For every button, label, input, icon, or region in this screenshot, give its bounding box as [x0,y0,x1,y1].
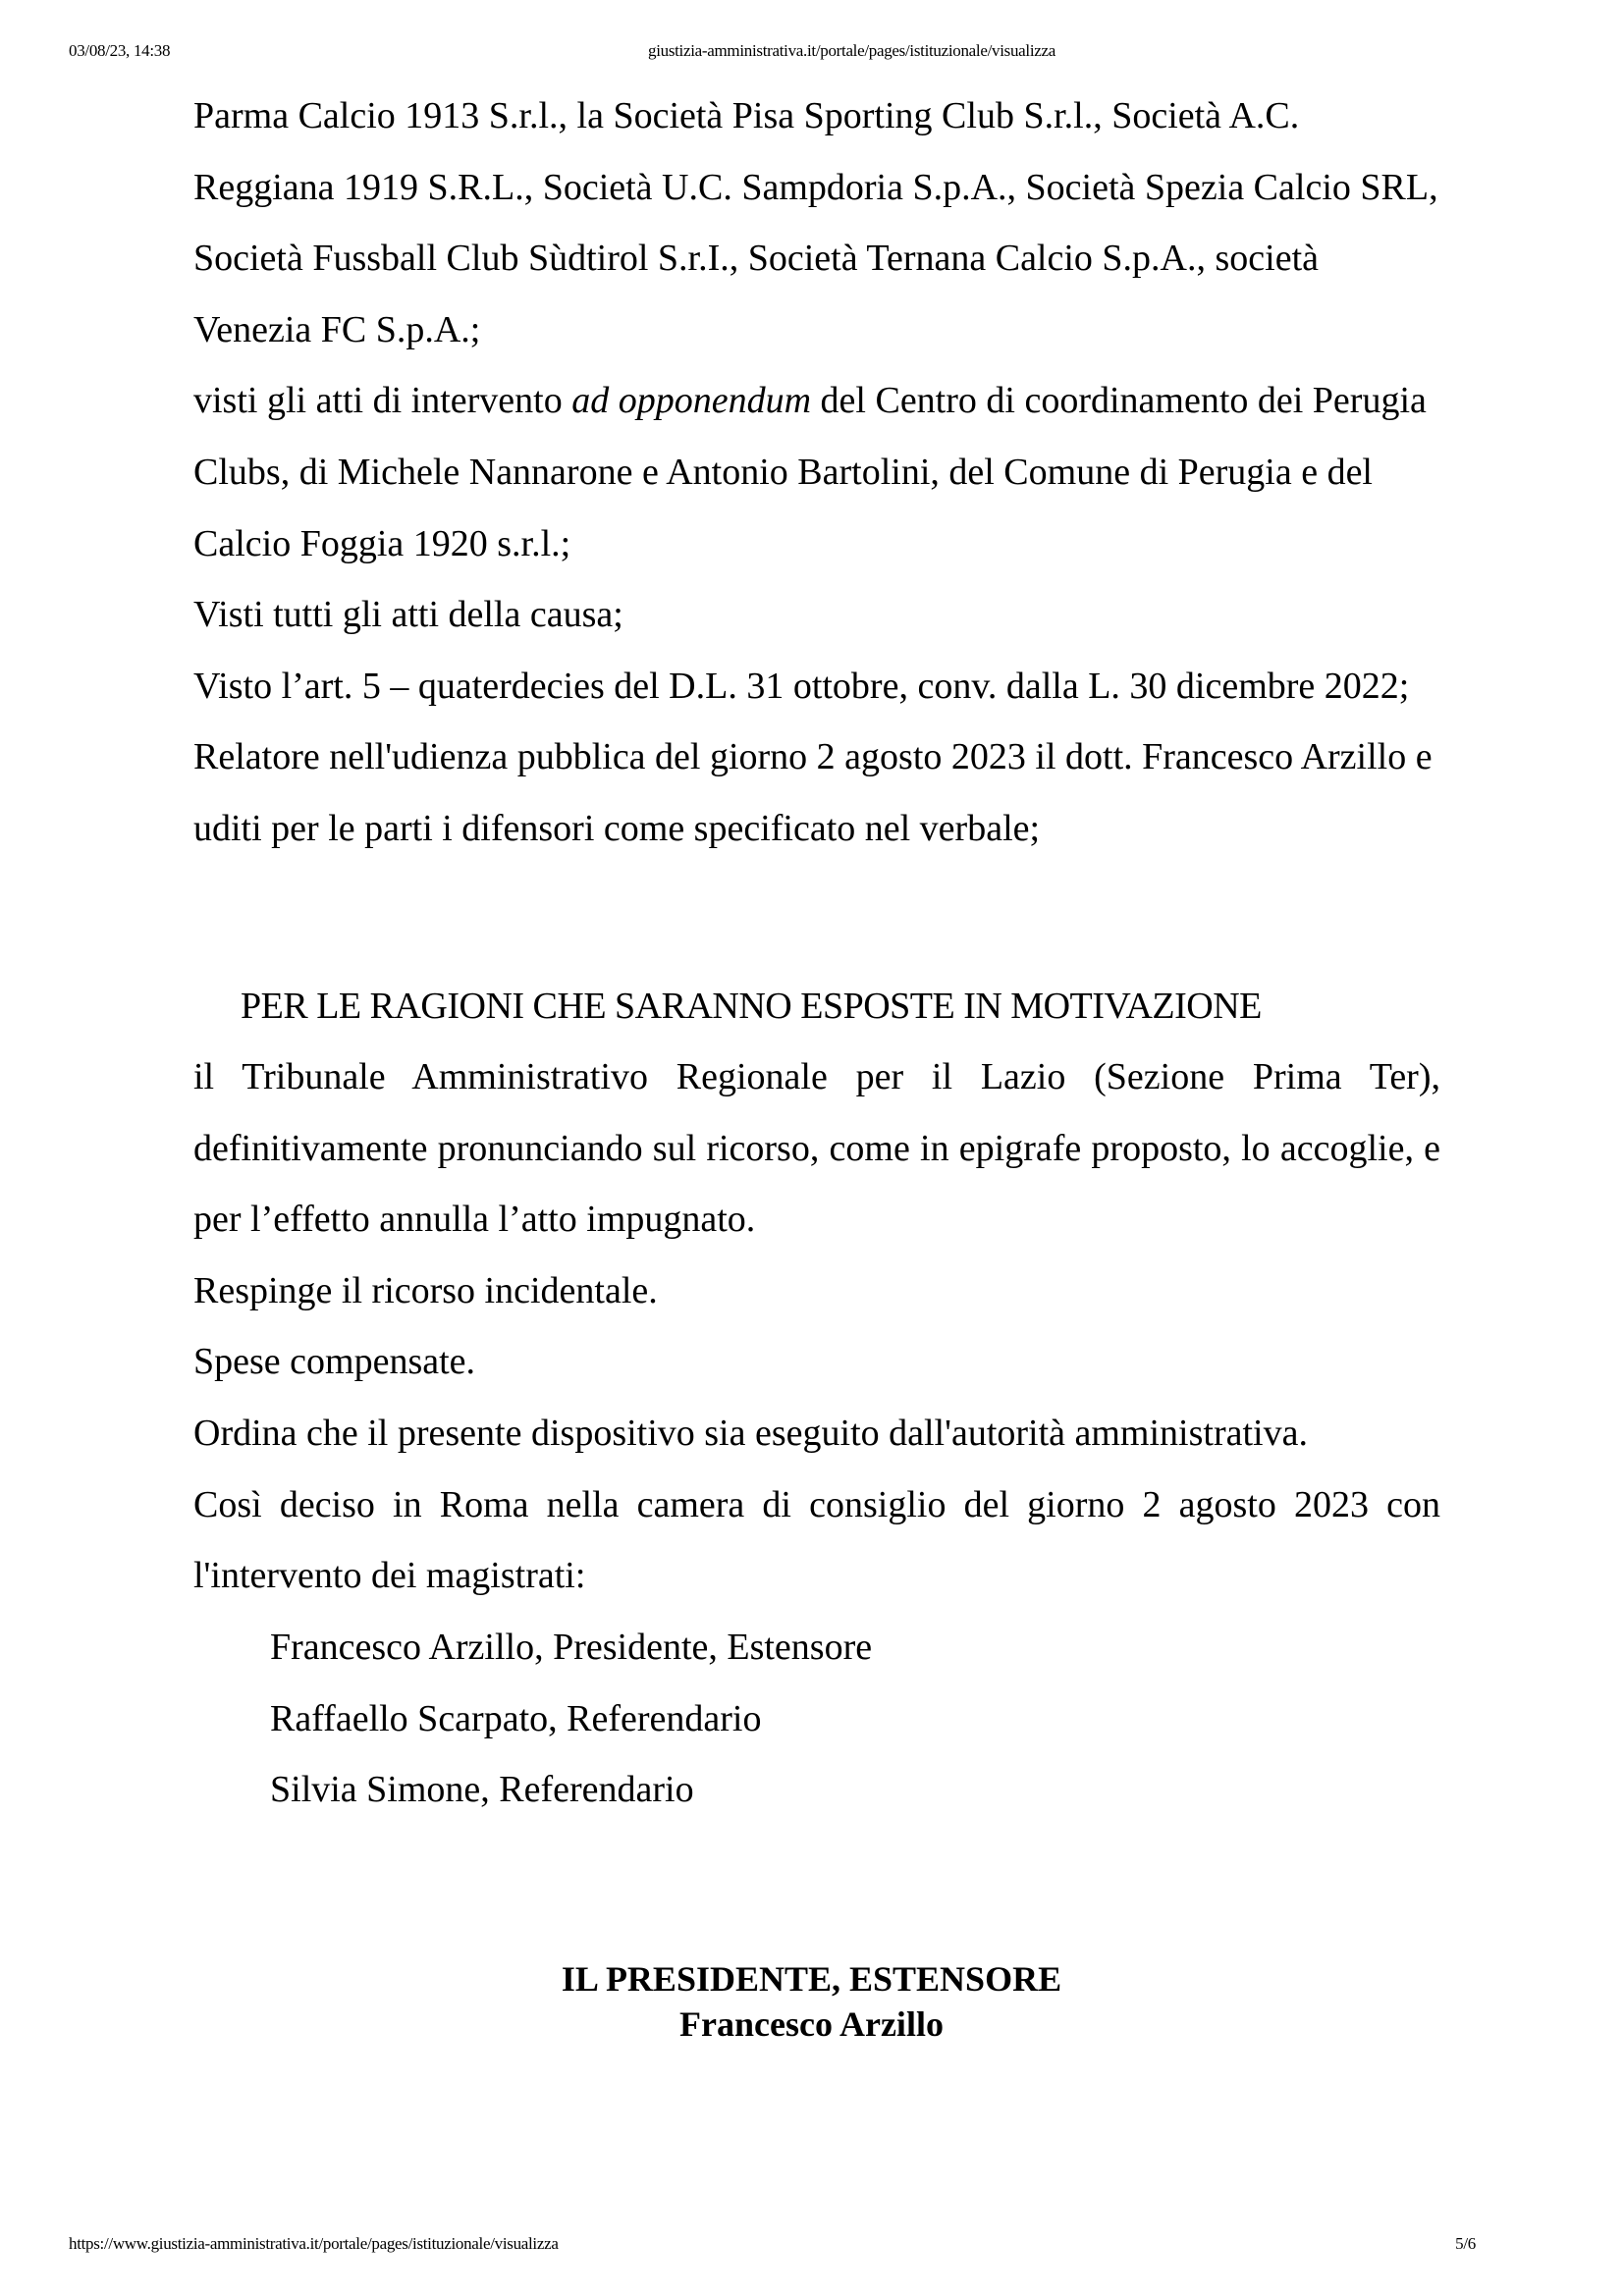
acts-paragraph: Visti tutti gli atti della causa; [193,594,623,636]
execution-order-paragraph: Ordina che il presente dispositivo sia eseguito dall'autorità amministrativa. [193,1412,1308,1454]
magistrate-item: Raffaello Scarpato, Referendario [270,1697,762,1739]
interventions-italic-term: ad opponendum [571,380,812,422]
legal-basis-paragraph: Visto l’art. 5 – quaterdecies del D.L. 31 ottobre, conv. dalla L. 30 dicembre 2022; [193,665,1410,707]
magistrates-list [270,1612,872,1826]
interventions-text-before: visti gli atti di intervento [193,380,572,422]
rapporteur-paragraph: Relatore nell'udienza pubblica del giorno 2 agosto 2023 il dott. Francesco Arzillo e uditi per le parti i difensori come specificato nel verbale; [193,736,1433,849]
parties-paragraph: Parma Calcio 1913 S.r.l., la Società Pisa Sporting Club S.r.l., Società A.C. Reggiana 1919 S.R.L., Società U.C. Sampdoria S.p.A., Società Spezia Calcio SRL, Società Fussball Club Sùdtirol S.r.I., Società Ternana Calcio S.p.A., società Venezia FC S.p.A.; [193,95,1438,350]
decision-place-paragraph: Così deciso in Roma nella camera di consiglio del giorno 2 agosto 2023 con l'intervento dei magistrati: [193,1483,1440,1597]
signature-name: Francesco Arzillo [679,2004,944,2044]
interventions-paragraph [193,365,1440,579]
costs-paragraph: Spese compensate. [193,1341,476,1383]
interventions-text-after: del Centro di coordinamento dei Perugia Clubs, di Michele Nannarone e Antonio Bartolini, del Comune di Perugia e del Calcio Foggia 1920 s.r.l.; [193,380,1427,564]
incidental-appeal-paragraph: Respinge il ricorso incidentale. [193,1269,658,1311]
dispositivo-body [193,1041,1440,1612]
signature-role: IL PRESIDENTE, ESTENSORE [561,1959,1062,1999]
magistrate-item: Silvia Simone, Referendario [270,1769,694,1811]
print-header [0,41,1623,65]
print-page-title: giustizia-amministrativa.it/portale/pages/istituzionale/visualizza [648,41,1055,60]
signature-block [0,1956,1623,2047]
ruling-paragraph: il Tribunale Amministrativo Regionale per il Lazio (Sezione Prima Ter), definitivamente pronunciando sul ricorso, come in epigrafe proposto, lo accoglie, e per l’effetto annulla l’atto impugnato. [193,1056,1440,1241]
print-footer [0,2234,1623,2258]
print-datetime: 03/08/23, 14:38 [69,41,171,60]
print-url: https://www.giustizia-amministrativa.it/portale/pages/istituzionale/visualizza [69,2234,559,2253]
magistrate-item: Francesco Arzillo, Presidente, Estensore [270,1627,873,1668]
document-body [193,80,1440,865]
page-number: 5/6 [1455,2234,1476,2253]
dispositivo-heading: PER LE RAGIONI CHE SARANNO ESPOSTE IN MOTIVAZIONE [241,986,1262,1027]
